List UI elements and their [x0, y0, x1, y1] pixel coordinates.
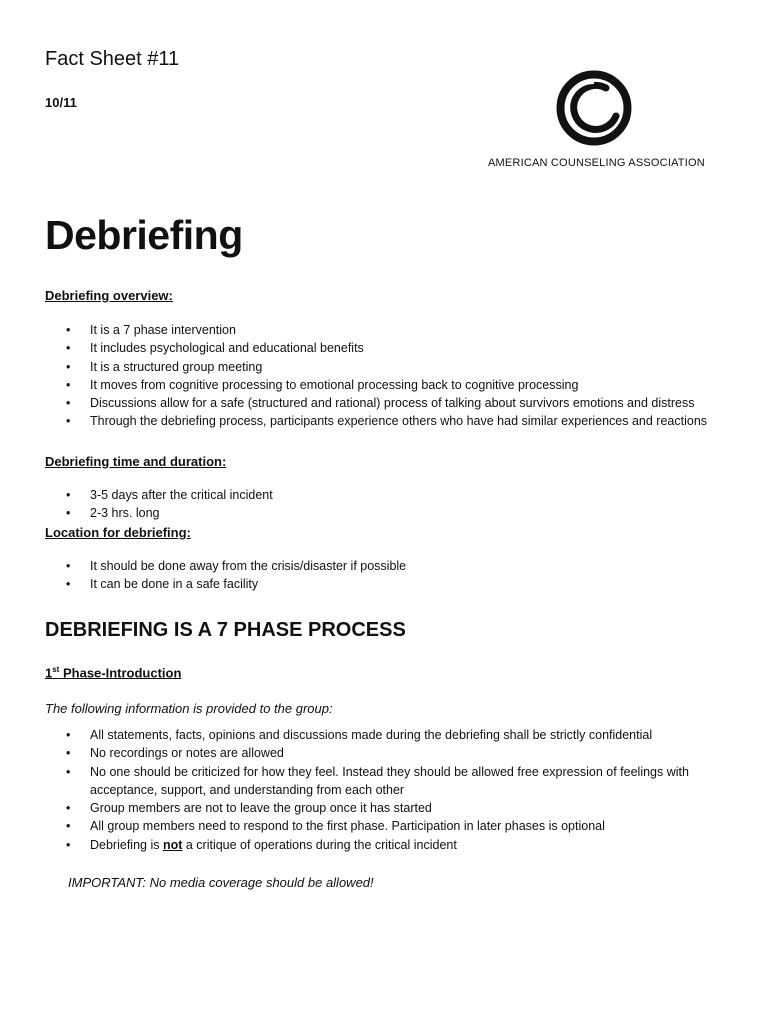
process-title: DEBRIEFING IS A 7 PHASE PROCESS [45, 619, 406, 641]
list-item: • All statements, facts, opinions and discussions made during the debriefing shall be strictly confidential [45, 726, 735, 744]
list-item: • It can be done in a safe facility [45, 575, 735, 593]
list-item: • It should be done away from the crisis/disaster if possible [45, 557, 735, 575]
phase-heading-text: Phase-Introduction [59, 665, 182, 681]
list-item: • Group members are not to leave the group once it has started [45, 799, 735, 817]
phase-1-intro: The following information is provided to the group: [45, 701, 333, 716]
aca-logo-icon [554, 66, 634, 150]
list-item: • No one should be criticized for how they feel. Instead they should be allowed free expression of feelings with acceptance, support, and understanding from each other [45, 763, 735, 800]
location-heading: Location for debriefing: [45, 525, 191, 540]
phase-1-list [45, 726, 735, 854]
page-title: Debriefing [45, 212, 243, 258]
aca-logo [488, 66, 704, 176]
list-item: • It includes psychological and educational benefits [45, 339, 735, 357]
emphasis-not: not [162, 837, 183, 852]
fact-sheet-number: Fact Sheet #11 [45, 48, 180, 70]
list-item: • It moves from cognitive processing to emotional processing back to cognitive processing [45, 376, 735, 394]
list-item: • It is a 7 phase intervention [45, 321, 735, 339]
overview-heading: Debriefing overview: [45, 288, 173, 303]
list-item: • 3-5 days after the critical incident [45, 486, 735, 504]
list-item: • It is a structured group meeting [45, 358, 735, 376]
phase-ordinal-suffix: st [52, 665, 60, 674]
list-item: • Discussions allow for a safe (structured and rational) process of talking about survivors emotions and distress [45, 394, 735, 412]
list-item: • No recordings or notes are allowed [45, 744, 735, 762]
list-item: • 2-3 hrs. long [45, 504, 735, 522]
location-list [45, 557, 735, 594]
important-note: IMPORTANT: No media coverage should be allowed! [68, 875, 374, 890]
list-item [45, 836, 735, 854]
phase-number: 1 [45, 665, 53, 681]
item-suffix: a critique of operations during the critical incident [182, 837, 457, 852]
list-item: • All group members need to respond to the first phase. Participation in later phases is optional [45, 817, 735, 835]
publication-date: 10/11 [45, 95, 77, 110]
list-item: • Through the debriefing process, participants experience others who have had similar experiences and reactions [45, 412, 735, 430]
phase-1-heading [45, 665, 181, 680]
time-list [45, 486, 735, 523]
logo-wordmark: AMERICAN COUNSELING ASSOCIATION [488, 157, 705, 169]
overview-list [45, 321, 735, 431]
time-heading: Debriefing time and duration: [45, 454, 227, 469]
item-prefix: Debriefing is [90, 837, 163, 852]
